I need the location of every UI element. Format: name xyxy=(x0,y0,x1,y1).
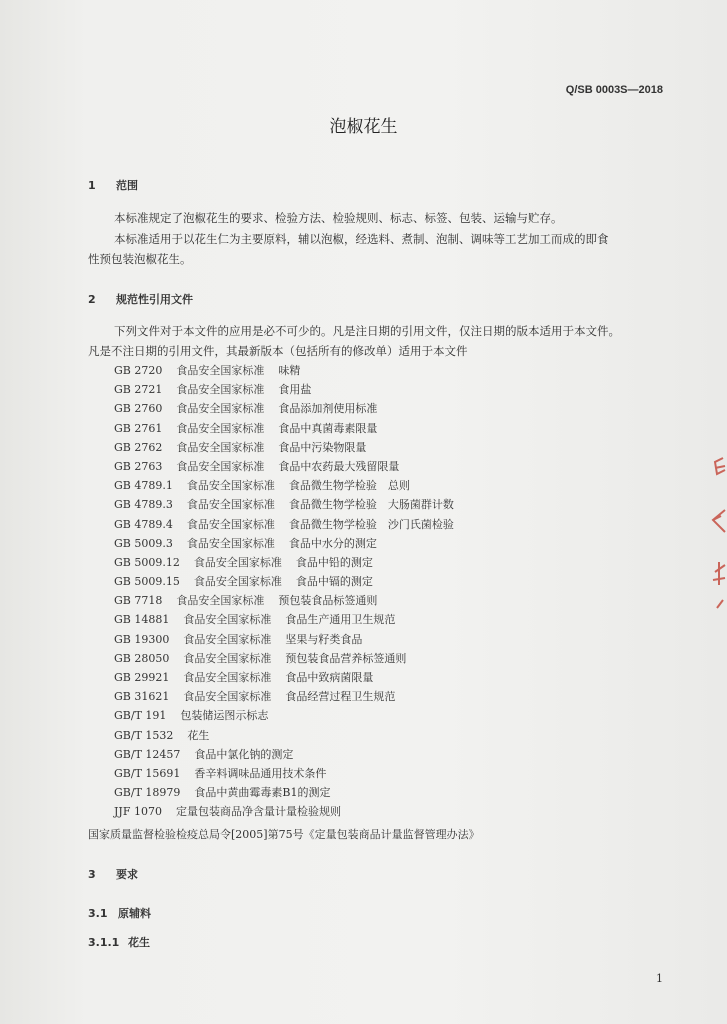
reference-code: JJF 1070 xyxy=(114,805,162,819)
reference-code: GB 2720 xyxy=(114,364,163,377)
reference-name: 定量包装商品净含量计量检验规则 xyxy=(175,805,341,819)
subsection-heading-raw-materials xyxy=(88,905,151,921)
standard-code: Q/SB 0003S—2018 xyxy=(565,84,663,96)
section-heading-requirements xyxy=(88,866,138,882)
normative-intro-line-1: 下列文件对于本文件的应用是必不可少的。凡是注日期的引用文件，仅注日期的版本适用于本文件。 xyxy=(114,324,620,338)
section-title: 范围 xyxy=(116,179,138,192)
reference-name: 预包装食品营养标签通则 xyxy=(285,651,407,665)
reference-item xyxy=(114,745,454,764)
reference-category: 食品安全国家标准 xyxy=(176,383,265,397)
reference-item xyxy=(114,553,454,572)
scope-paragraph-2-line-1: 本标准适用于以花生仁为主要原料，辅以泡椒，经选料、煮制、泡制、调味等工艺加工而成的即食 xyxy=(114,232,609,246)
reference-code: GB 19300 xyxy=(114,632,170,646)
reference-category: 食品安全国家标准 xyxy=(186,498,275,512)
reference-name: 食用盐 xyxy=(278,383,312,397)
regulation-note: 国家质量监督检验检疫总局令[2005]第75号《定量包装商品计量监督管理办法》 xyxy=(88,828,480,841)
reference-list xyxy=(114,361,454,822)
reference-category: 食品安全国家标准 xyxy=(183,632,272,646)
section-number: 3.1 xyxy=(88,907,108,920)
reference-item xyxy=(114,380,454,399)
reference-category: 食品安全国家标准 xyxy=(176,402,265,416)
reference-code: GB 4789.4 xyxy=(114,517,173,531)
reference-code: GB 2761 xyxy=(114,421,163,435)
reference-item xyxy=(114,668,454,687)
reference-category: 食品安全国家标准 xyxy=(183,690,272,704)
reference-category: 食品安全国家标准 xyxy=(186,536,275,550)
reference-item xyxy=(114,687,454,706)
reference-item xyxy=(114,534,454,553)
reference-item xyxy=(114,438,454,457)
reference-category: 食品安全国家标准 xyxy=(176,594,265,608)
reference-item xyxy=(114,495,454,514)
reference-item xyxy=(114,419,454,438)
reference-name: 食品中水分的测定 xyxy=(288,536,377,550)
document-title: 泡椒花生 xyxy=(329,117,398,137)
reference-name: 味精 xyxy=(278,364,301,377)
reference-name: 香辛料调味品通用技术条件 xyxy=(194,766,327,780)
reference-code: GB/T 1532 xyxy=(114,728,174,742)
reference-name: 食品中农药最大残留限量 xyxy=(278,459,400,473)
reference-code: GB 4789.1 xyxy=(114,479,173,493)
section-title: 原辅料 xyxy=(118,907,151,920)
reference-name: 包装储运图示标志 xyxy=(180,709,269,723)
reference-name: 食品经营过程卫生规范 xyxy=(285,690,396,704)
section-title: 花生 xyxy=(128,936,150,949)
reference-code: GB 2763 xyxy=(114,459,163,473)
reference-code: GB/T 18979 xyxy=(114,786,181,800)
reference-name: 食品添加剂使用标准 xyxy=(278,402,378,416)
reference-category: 食品安全国家标准 xyxy=(193,575,282,589)
reference-code: GB 5009.15 xyxy=(114,575,180,589)
section-number: 1 xyxy=(88,179,96,192)
reference-item xyxy=(114,630,454,649)
reference-name: 食品中真菌毒素限量 xyxy=(278,421,378,435)
section-number: 2 xyxy=(88,293,96,306)
reference-code: GB/T 12457 xyxy=(114,747,181,761)
reference-code: GB/T 191 xyxy=(114,709,167,723)
reference-name: 食品生产通用卫生规范 xyxy=(285,613,396,627)
reference-category: 食品安全国家标准 xyxy=(186,479,275,493)
reference-code: GB 14881 xyxy=(114,613,170,627)
reference-item xyxy=(114,726,454,745)
reference-item xyxy=(114,515,454,534)
section-heading-scope xyxy=(88,177,138,193)
reference-item xyxy=(114,783,454,802)
reference-name: 食品中致病菌限量 xyxy=(285,671,374,684)
scope-paragraph-2-line-2: 性预包装泡椒花生。 xyxy=(88,252,192,266)
reference-code: GB 28050 xyxy=(114,651,170,665)
reference-code: GB 2762 xyxy=(114,440,163,454)
reference-item xyxy=(114,572,454,591)
reference-name: 食品中氯化钠的测定 xyxy=(194,747,294,761)
normative-intro-line-2: 凡是不注日期的引用文件，其最新版本（包括所有的修改单）适用于本文件 xyxy=(88,344,468,358)
reference-name: 坚果与籽类食品 xyxy=(285,632,363,646)
red-seal-stamp xyxy=(705,440,727,610)
reference-item xyxy=(114,457,454,476)
reference-code: GB/T 15691 xyxy=(114,766,181,780)
reference-code: GB 5009.3 xyxy=(114,536,173,550)
reference-name: 食品中镉的测定 xyxy=(295,575,373,589)
subsection-heading-peanut xyxy=(88,934,150,950)
reference-name: 花生 xyxy=(187,728,210,742)
reference-name: 食品微生物学检验 沙门氏菌检验 xyxy=(288,517,454,531)
reference-category: 食品安全国家标准 xyxy=(193,555,282,569)
reference-code: GB 2760 xyxy=(114,402,163,416)
reference-item xyxy=(114,399,454,418)
reference-item xyxy=(114,591,454,610)
reference-category: 食品安全国家标准 xyxy=(186,517,275,531)
reference-category: 食品安全国家标准 xyxy=(176,364,265,377)
section-heading-normative xyxy=(88,291,193,307)
reference-category: 食品安全国家标准 xyxy=(183,613,272,627)
reference-item xyxy=(114,764,454,783)
scope-paragraph-1: 本标准规定了泡椒花生的要求、检验方法、检验规则、标志、标签、包装、运输与贮存。 xyxy=(114,211,563,225)
reference-item xyxy=(114,802,454,821)
reference-item xyxy=(114,361,454,380)
reference-category: 食品安全国家标准 xyxy=(183,651,272,665)
reference-item xyxy=(114,610,454,629)
reference-item xyxy=(114,476,454,495)
reference-name: 食品微生物学检验 总则 xyxy=(288,479,410,493)
section-title: 规范性引用文件 xyxy=(116,293,193,306)
reference-name: 食品中铅的测定 xyxy=(295,555,373,569)
reference-code: GB 4789.3 xyxy=(114,498,173,512)
section-number: 3 xyxy=(88,868,96,881)
reference-code: GB 7718 xyxy=(114,594,163,608)
reference-name: 食品中污染物限量 xyxy=(278,440,367,454)
reference-code: GB 5009.12 xyxy=(114,555,180,569)
reference-name: 预包装食品标签通则 xyxy=(278,594,378,608)
section-number: 3.1.1 xyxy=(88,936,120,949)
reference-code: GB 29921 xyxy=(114,671,170,684)
reference-category: 食品安全国家标准 xyxy=(176,421,265,435)
page-number: 1 xyxy=(656,972,663,985)
reference-item xyxy=(114,649,454,668)
reference-name: 食品中黄曲霉毒素B1的测定 xyxy=(194,786,331,800)
reference-name: 食品微生物学检验 大肠菌群计数 xyxy=(288,498,454,512)
reference-code: GB 31621 xyxy=(114,690,170,704)
reference-category: 食品安全国家标准 xyxy=(176,459,265,473)
reference-category: 食品安全国家标准 xyxy=(183,671,272,684)
reference-item xyxy=(114,706,454,725)
section-title: 要求 xyxy=(116,868,138,881)
reference-category: 食品安全国家标准 xyxy=(176,440,265,454)
reference-code: GB 2721 xyxy=(114,383,163,397)
